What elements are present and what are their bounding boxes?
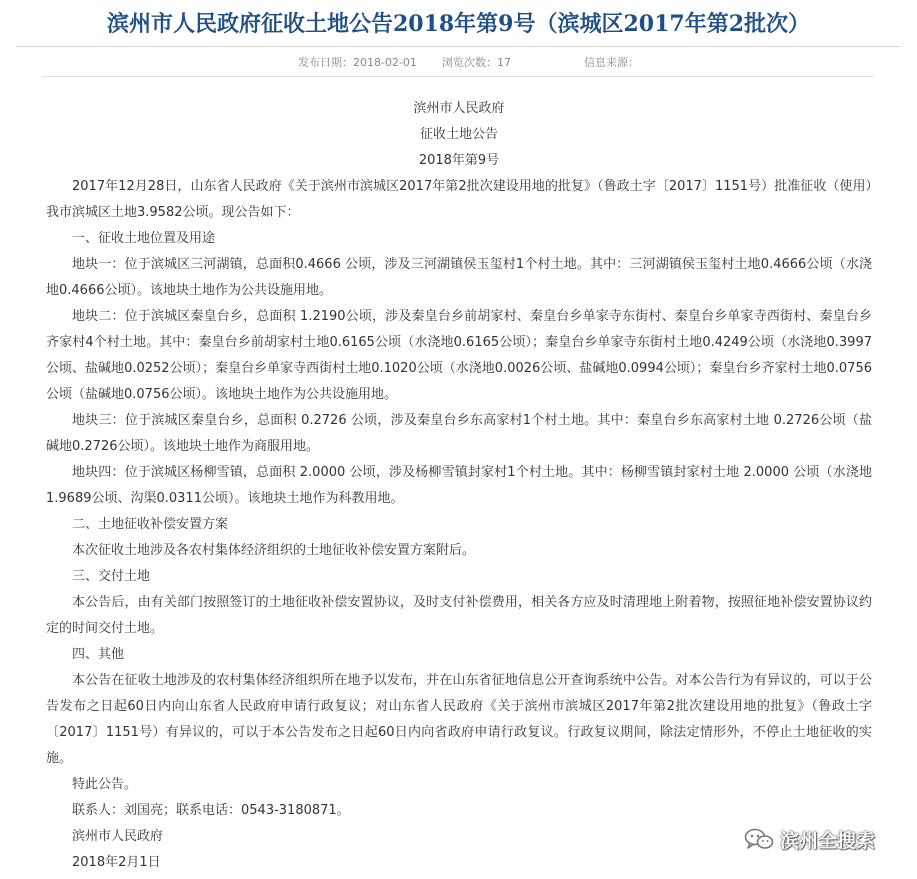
section-3-title: 三、交付土地 — [72, 569, 151, 584]
plot-1-paragraph: 地块一：位于滨城区三河湖镇，总面积0.4666 公顷，涉及三河湖镇侯玉玺村1个村土地。其中：三河湖镇侯玉玺村土地0.4666公顷（水浇地0.4666公顷）。该地块土地作为公共设施用地。 — [46, 257, 872, 298]
intro-paragraph: 2017年12月28日，山东省人民政府《关于滨州市滨城区2017年第2批次建设用地的批复》（鲁政土字〔2017〕1151号）批准征收（使用）我市滨城区土地3.9582公顷。现公告如下： — [46, 179, 872, 220]
page-title: 滨州市人民政府征收土地公告2018年第9号（滨城区2017年第2批次） — [106, 11, 811, 37]
section-2-title: 二、土地征收补偿安置方案 — [72, 517, 229, 532]
closing-line: 特此公告。 — [72, 777, 138, 792]
plot-2-paragraph: 地块二：位于滨城区秦皇台乡，总面积 1.2190公顷，涉及秦皇台乡前胡家村、秦皇台乡单家寺东街村、秦皇台乡单家寺西街村、秦皇台乡齐家村4个村土地。其中：秦皇台乡前胡家村土地0.6165公顷（水浇地0.6165公顷）；秦皇台乡单家寺东街村土地0.4249公顷（水浇地0.3997公顷、盐碱地0.0252公顷）；秦皇台乡单家寺西街村土地0.1020公顷（水浇地0.0026公顷、盐碱地0.0994公顷）；秦皇台乡齐家村土地0.0756公顷（盐碱地0.0756公顷）。该地块土地作为公共设施用地。 — [46, 309, 872, 402]
date-line: 2018年2月1日 — [72, 855, 161, 870]
section-4-body: 本公告在征收土地涉及的农村集体经济组织所在地予以发布，并在山东省征地信息公开查询系统中公告。对本公告行为有异议的，可以于公告发布之日起60日内向山东省人民政府申请行政复议；对山东省人民政府《关于滨州市滨城区2017年第2批次建设用地的批复》（鲁政土字〔2017〕1151号）有异议的，可以于本公告发布之日起60日内向省政府申请行政复议。行政复议期间，除法定情形外，不停止土地征收的实施。 — [46, 673, 872, 766]
issuer-name: 滨州市人民政府 — [413, 101, 505, 116]
section-4-title: 四、其他 — [72, 647, 125, 662]
wechat-icon — [744, 827, 774, 851]
wechat-watermark — [744, 824, 875, 854]
section-1-title: 一、征收土地位置及用途 — [72, 231, 216, 246]
info-source: 信息来源： — [584, 56, 639, 69]
plot-3-paragraph: 地块三：位于滨城区秦皇台乡，总面积 0.2726 公顷，涉及秦皇台乡东高家村1个村土地。其中：秦皇台乡东高家村土地 0.2726公顷（盐碱地0.2726公顷）。该地块土地作为商服用地。 — [46, 413, 872, 454]
plot-4-paragraph: 地块四：位于滨城区杨柳雪镇，总面积 2.0000 公顷，涉及杨柳雪镇封家村1个村土地。其中：杨柳雪镇封家村土地 2.0000 公顷（水浇地1.9689公顷、沟渠0.0311公顷）。该地块土地作为科教用地。 — [46, 465, 872, 506]
view-count: 浏览次数：17 — [442, 56, 511, 69]
publish-date: 发布日期：2018-02-01 — [298, 56, 417, 69]
watermark-text: 滨州全搜索 — [780, 829, 876, 852]
article-body — [46, 96, 872, 876]
contact-line: 联系人：刘国亮；联系电话：0543-3180871。 — [72, 803, 350, 818]
signature-line: 滨州市人民政府 — [72, 829, 164, 844]
notice-title: 征收土地公告 — [419, 127, 498, 142]
section-3-body: 本公告后，由有关部门按照签订的土地征收补偿安置协议，及时支付补偿费用，相关各方应及时清理地上附着物，按照征地补偿安置协议约定的时间交付土地。 — [46, 595, 872, 636]
article-meta — [0, 54, 917, 72]
title-divider — [16, 46, 901, 47]
notice-number: 2018年第9号 — [418, 153, 500, 168]
meta-divider — [42, 76, 874, 77]
section-2-body: 本次征收土地涉及各农村集体经济组织的土地征收补偿安置方案附后。 — [72, 543, 476, 558]
